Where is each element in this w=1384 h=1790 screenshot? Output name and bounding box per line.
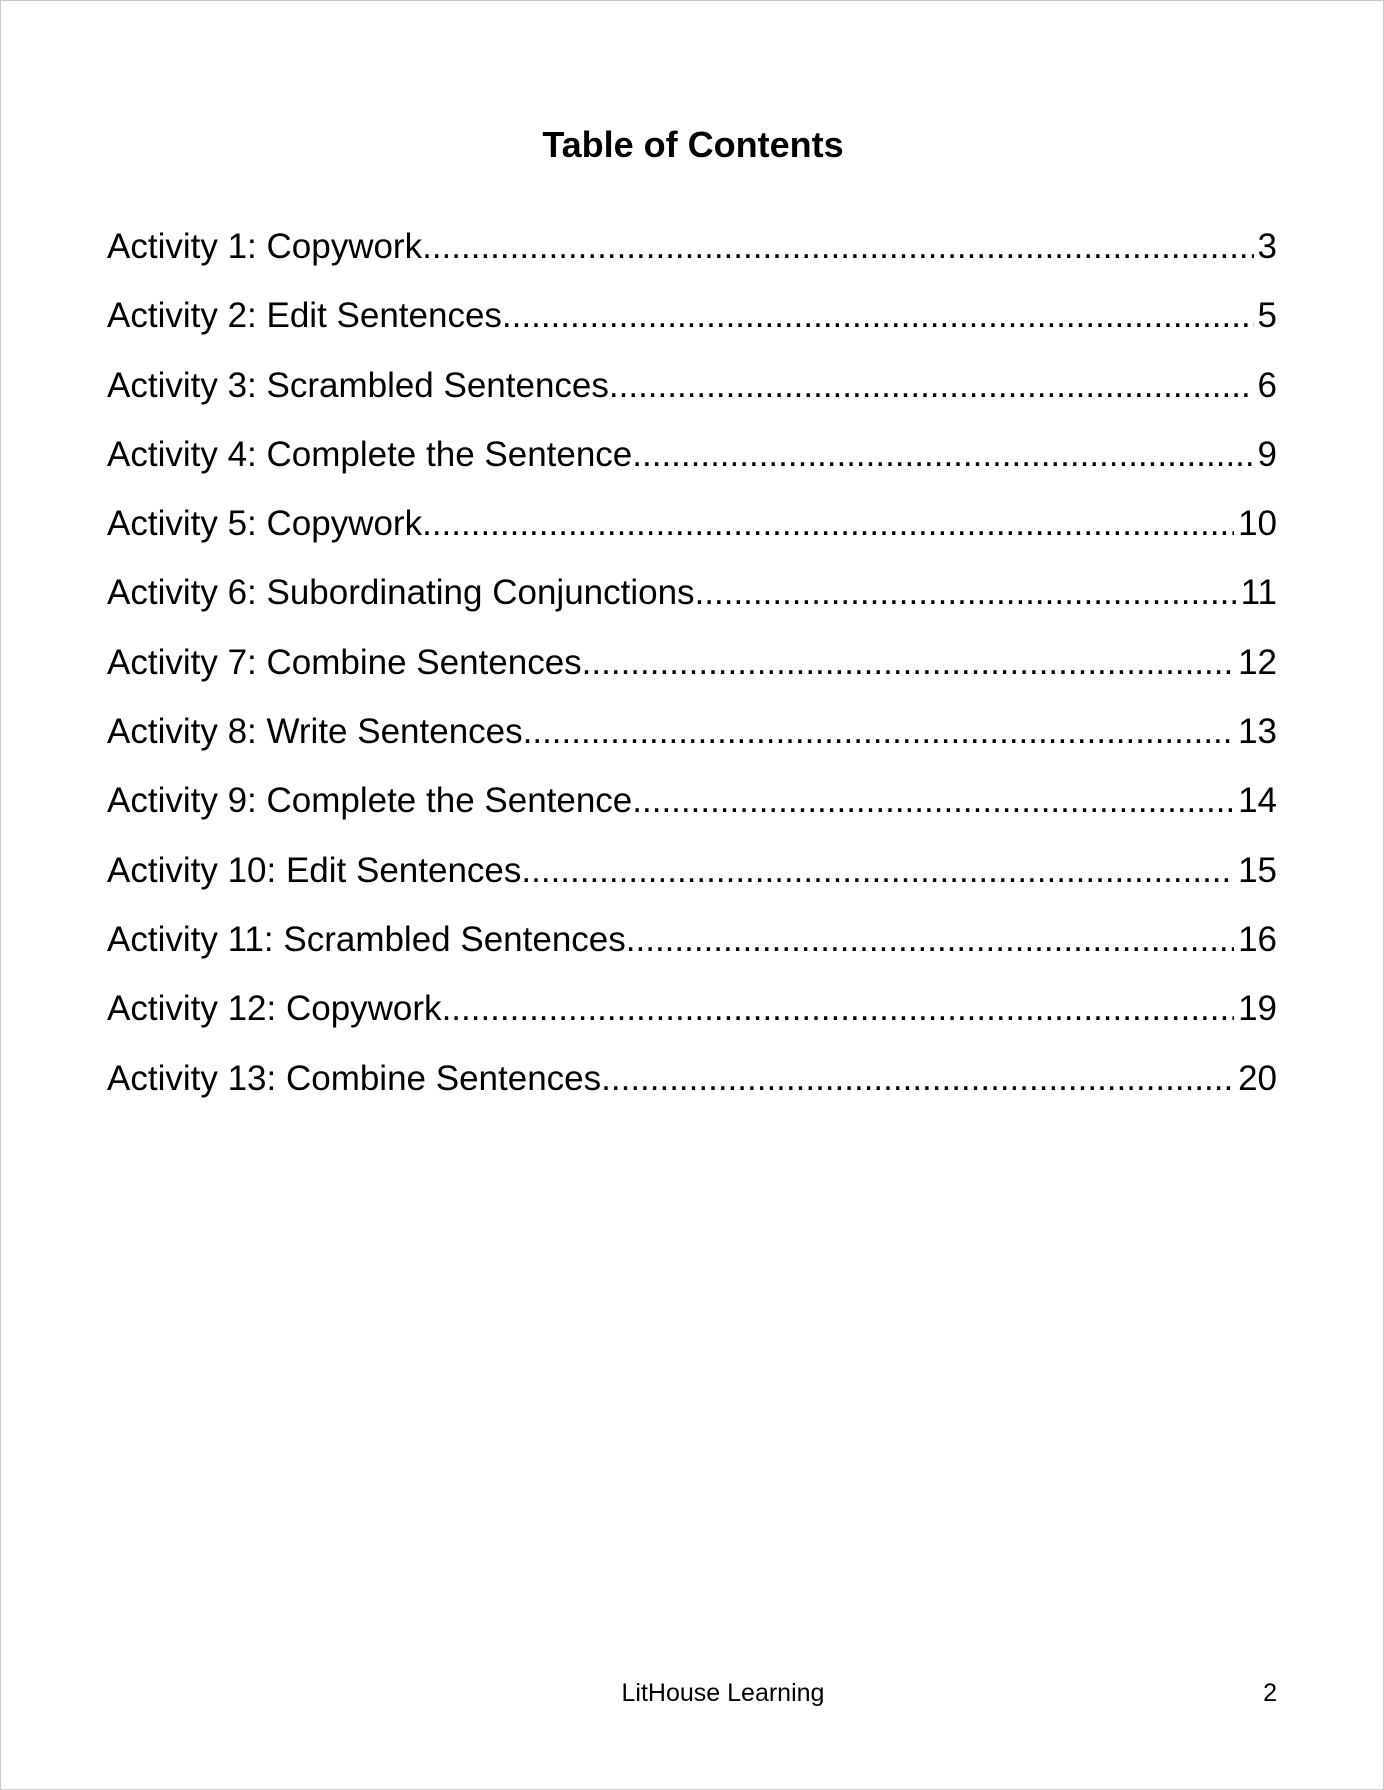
toc-entry[interactable] (107, 914, 1277, 983)
toc-entry[interactable] (107, 498, 1277, 567)
toc-dot-leader (695, 567, 1237, 619)
toc-entry-page: 3 (1257, 227, 1277, 266)
toc-entry-page: 16 (1238, 919, 1277, 959)
toc-entry-label: Activity 9: Complete the Sentence (107, 781, 633, 821)
toc-dot-leader (422, 498, 1234, 550)
toc-entry-label: Activity 8: Write Sentences (107, 712, 523, 752)
toc-entry[interactable] (107, 706, 1277, 775)
toc-entry[interactable] (107, 775, 1277, 844)
toc-entry-label: Activity 11: Scrambled Sentences (107, 919, 626, 959)
toc-dot-leader (582, 637, 1234, 689)
toc-entry-page: 12 (1238, 642, 1277, 682)
toc-dot-leader (609, 360, 1254, 412)
toc-entry[interactable] (107, 983, 1277, 1052)
toc-entry[interactable] (107, 637, 1277, 706)
toc-dot-leader (626, 914, 1234, 966)
toc-entry-page: 14 (1238, 781, 1277, 821)
toc-entry[interactable] (107, 360, 1277, 429)
toc-dot-leader (521, 845, 1234, 897)
toc-entry-page: 15 (1238, 850, 1277, 890)
toc-entry[interactable] (107, 567, 1277, 636)
toc-entry-page: 13 (1238, 712, 1277, 752)
toc-dot-leader (523, 706, 1234, 758)
toc-dot-leader (442, 983, 1235, 1035)
toc-entry-page: 20 (1238, 1058, 1277, 1098)
toc-entry-label: Activity 3: Scrambled Sentences (107, 365, 609, 405)
toc-entry-label: Activity 7: Combine Sentences (107, 642, 582, 682)
toc-entry-page: 6 (1257, 365, 1277, 405)
toc-entry[interactable] (107, 290, 1277, 359)
toc-entry-label: Activity 6: Subordinating Conjunctions (107, 573, 695, 613)
toc-entry-label: Activity 12: Copywork (107, 989, 442, 1029)
toc-entry-page: 5 (1257, 296, 1277, 336)
toc-entry-page: 11 (1240, 573, 1277, 613)
toc-entry-label: Activity 2: Edit Sentences (107, 296, 502, 336)
footer-page-number: 2 (1263, 1679, 1277, 1707)
toc-dot-leader (632, 775, 1234, 827)
toc-entry-page: 9 (1257, 434, 1277, 474)
toc-entry[interactable] (107, 1053, 1277, 1122)
toc-entry-page: 10 (1238, 504, 1277, 544)
toc-dot-leader (422, 221, 1253, 273)
toc-dot-leader (632, 429, 1253, 481)
toc-entry[interactable] (107, 221, 1277, 290)
toc-entry-label: Activity 13: Combine Sentences (107, 1058, 602, 1098)
toc-entry-label: Activity 5: Copywork (107, 504, 423, 544)
toc-entry[interactable] (107, 845, 1277, 914)
toc-dot-leader (601, 1053, 1234, 1105)
toc-entry[interactable] (107, 429, 1277, 498)
toc-entry-label: Activity 1: Copywork (107, 227, 423, 266)
page-title: Table of Contents (542, 124, 844, 165)
toc-entry-label: Activity 10: Edit Sentences (107, 850, 522, 890)
footer-brand: LitHouse Learning (621, 1679, 825, 1707)
toc-dot-leader (502, 290, 1254, 342)
table-of-contents (107, 221, 1277, 1122)
toc-entry-page: 19 (1238, 989, 1277, 1029)
toc-entry-label: Activity 4: Complete the Sentence (107, 434, 633, 474)
